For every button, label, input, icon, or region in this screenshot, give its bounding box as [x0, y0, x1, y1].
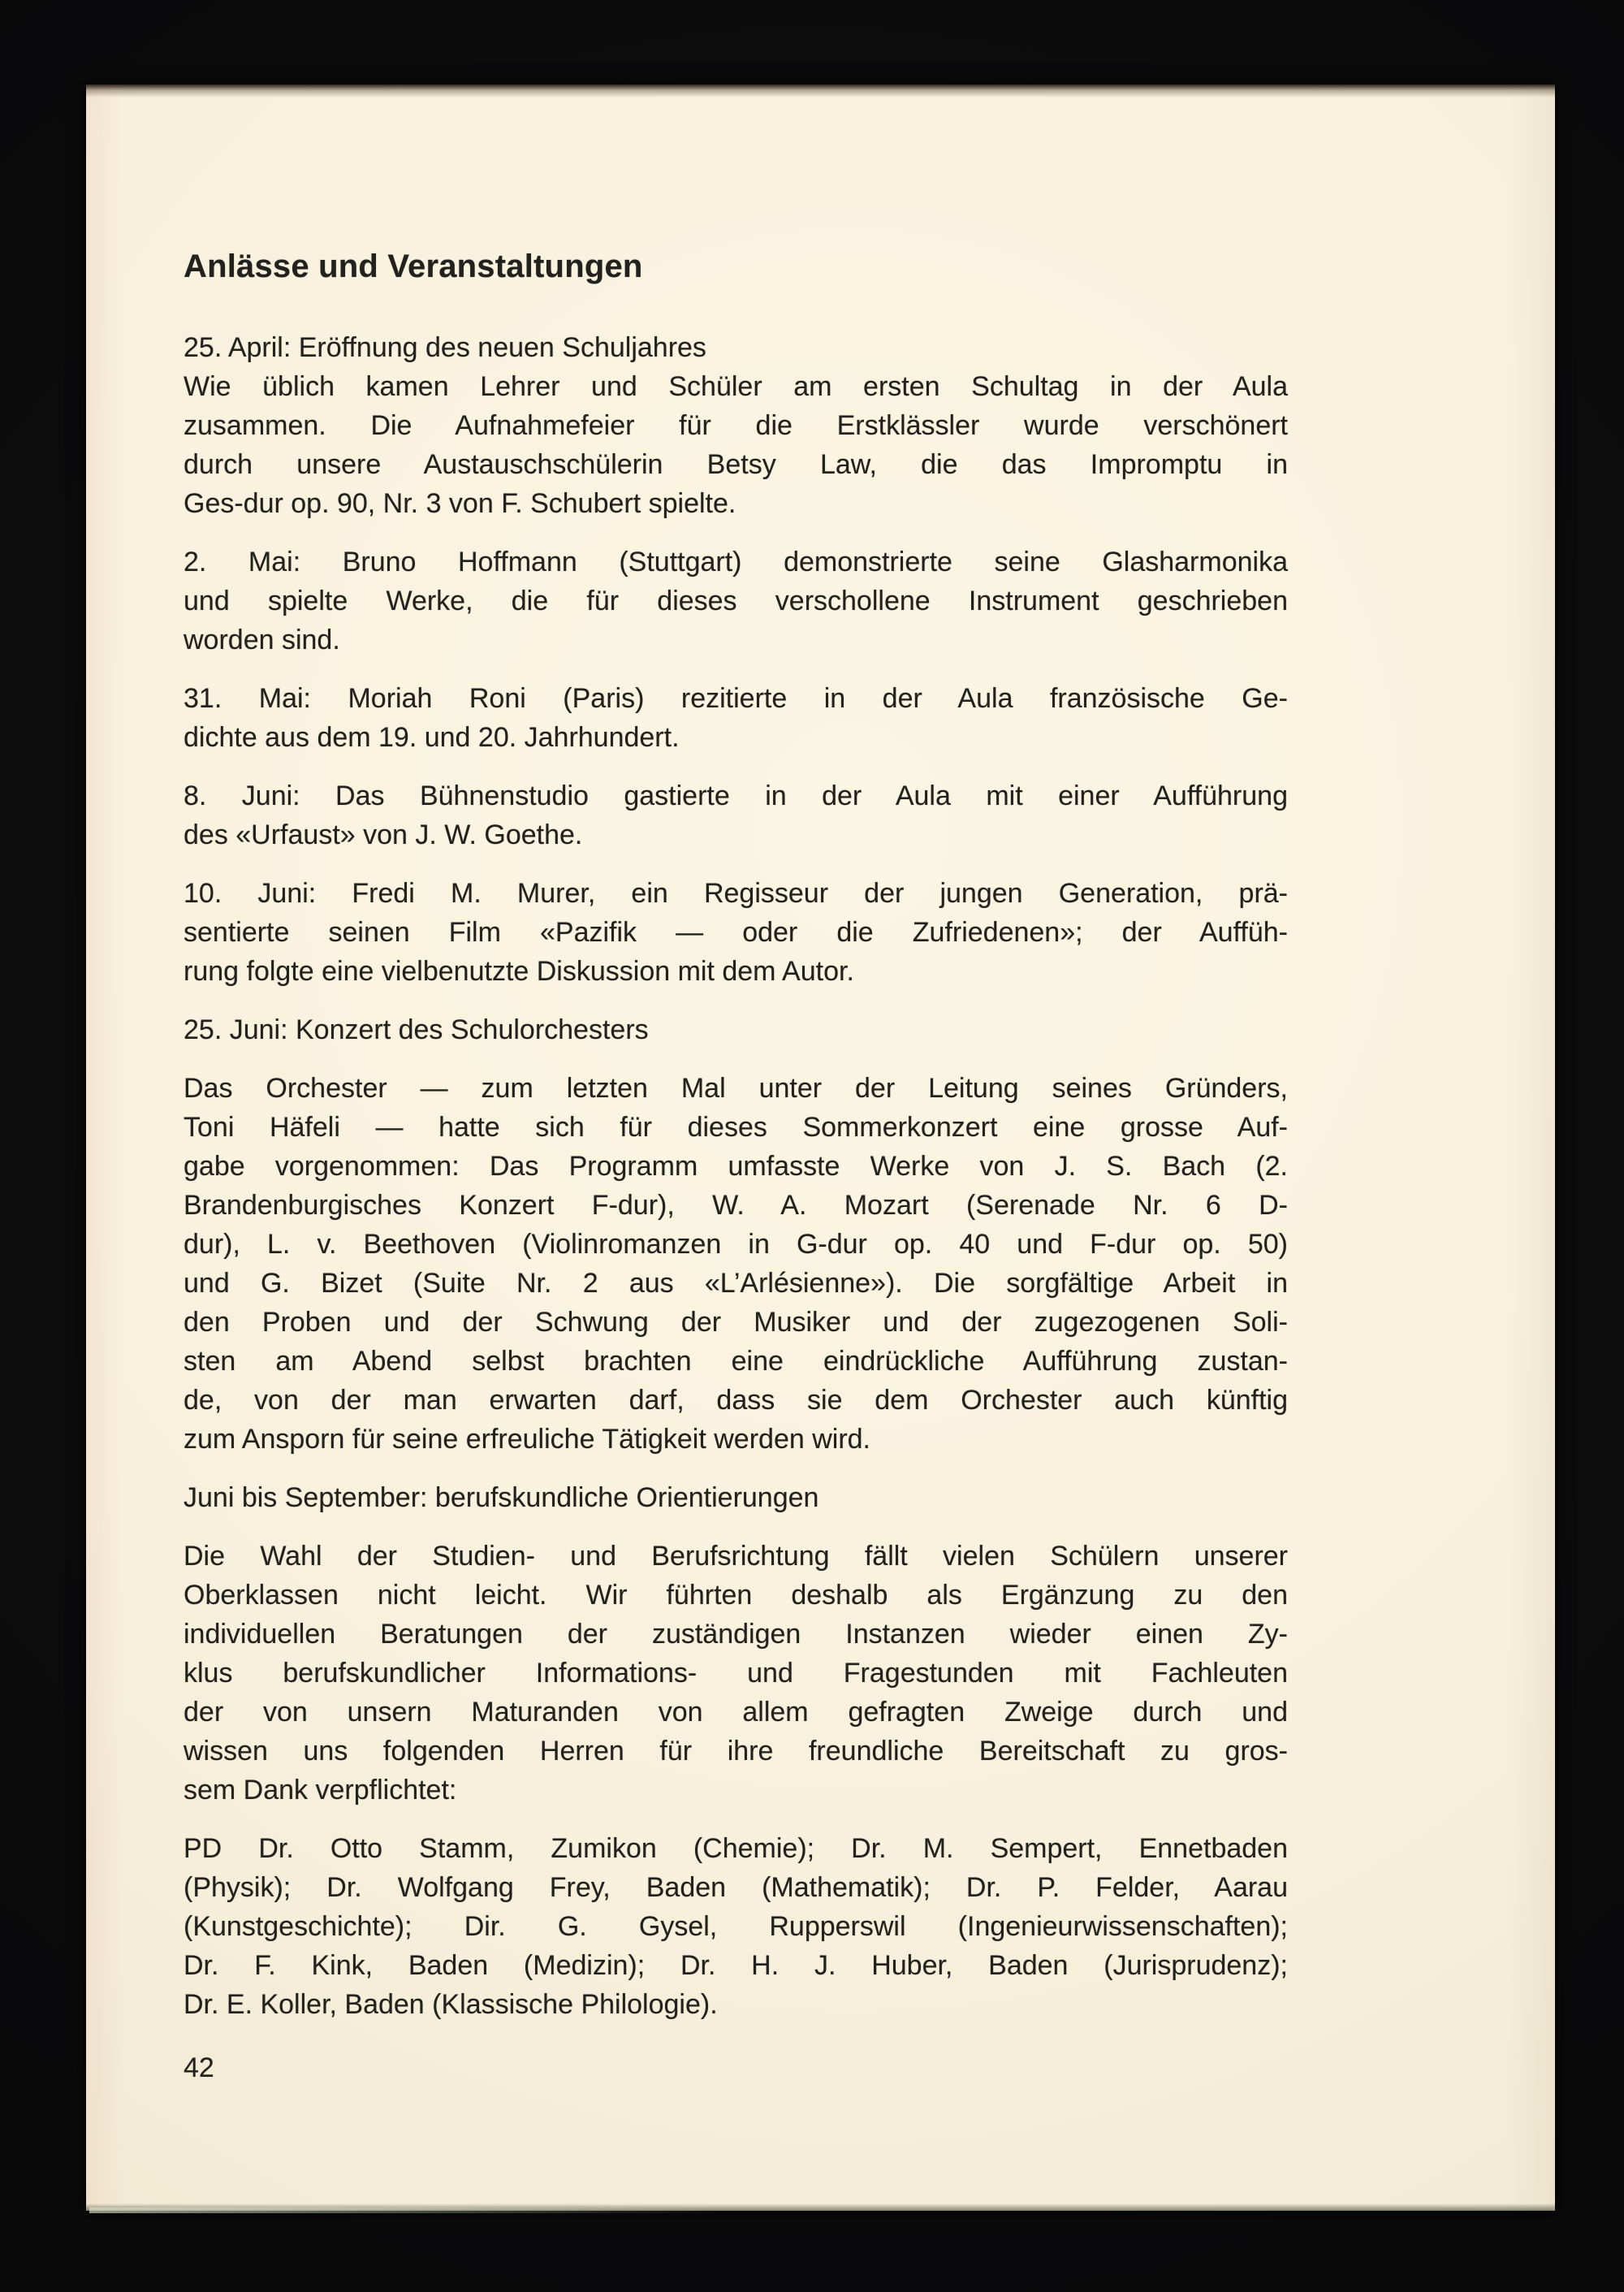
paragraphs [184, 328, 1288, 2024]
text-line: den Proben und der Schwung der Musiker und der zugezogenen Soli- [184, 1307, 1288, 1338]
text-line: 31. Mai: Moriah Roni (Paris) rezitierte in der Aula französische Ge- [184, 683, 1288, 714]
text-line: der von unsern Maturanden von allem gefragten Zweige durch und [184, 1697, 1288, 1728]
text-line: 8. Juni: Das Bühnenstudio gastierte in der Aula mit einer Aufführung [184, 781, 1288, 811]
text-line: sem Dank verpflichtet: [184, 1775, 457, 1805]
text-line: des «Urfaust» von J. W. Goethe. [184, 819, 583, 850]
text-line: klus berufskundlicher Informations- und Fragestunden mit Fachleuten [184, 1658, 1288, 1689]
paragraph [184, 1069, 1288, 1459]
text-line: Brandenburgisches Konzert F-dur), W. A. Mozart (Serenade Nr. 6 D- [184, 1190, 1288, 1221]
text-line: zusammen. Die Aufnahmefeier für die Erstklässler wurde verschönert [184, 410, 1288, 441]
text-line: 25. April: Eröffnung des neuen Schuljahres [184, 332, 706, 363]
text-line: individuellen Beratungen der zuständigen Instanzen wieder einen Zy- [184, 1619, 1288, 1650]
paragraph [184, 543, 1288, 659]
text-line: Oberklassen nicht leicht. Wir führten deshalb als Ergänzung zu den [184, 1580, 1288, 1611]
text-line: dur), L. v. Beethoven (Violinromanzen in G-dur op. 40 und F-dur op. 50) [184, 1229, 1288, 1260]
text-line: sten am Abend selbst brachten eine eindrückliche Aufführung zustan- [184, 1346, 1288, 1377]
text-line: Juni bis September: berufskundliche Orientierungen [184, 1482, 819, 1513]
paragraph [184, 679, 1288, 757]
text-line: Dr. E. Koller, Baden (Klassische Philologie). [184, 1989, 718, 2020]
paragraph [184, 874, 1288, 991]
paragraph [184, 1010, 1288, 1049]
text-line: Die Wahl der Studien- und Berufsrichtung fällt vielen Schülern unserer [184, 1541, 1288, 1572]
text-line: de, von der man erwarten darf, dass sie dem Orchester auch künftig [184, 1385, 1288, 1416]
text-line: (Kunstgeschichte); Dir. G. Gysel, Rupperswil (Ingenieurwissenschaften); [184, 1911, 1288, 1942]
text-line: wissen uns folgenden Herren für ihre freundliche Bereitschaft zu gros- [184, 1736, 1288, 1767]
text-line: 2. Mai: Bruno Hoffmann (Stuttgart) demonstrierte seine Glasharmonika [184, 547, 1288, 577]
paragraph [184, 328, 1288, 523]
text-line: und G. Bizet (Suite Nr. 2 aus «L’Arlésienne»). Die sorgfältige Arbeit in [184, 1268, 1288, 1299]
text-line: Toni Häfeli — hatte sich für dieses Sommerkonzert eine grosse Auf- [184, 1112, 1288, 1143]
text-line: 10. Juni: Fredi M. Murer, ein Regisseur der jungen Generation, prä- [184, 878, 1288, 909]
text-line: Das Orchester — zum letzten Mal unter der Leitung seines Gründers, [184, 1073, 1288, 1104]
paragraph [184, 1537, 1288, 1810]
text-line: und spielte Werke, die für dieses verschollene Instrument geschrieben [184, 586, 1288, 616]
paragraph [184, 1829, 1288, 2024]
text-line: worden sind. [184, 625, 340, 655]
text-line: 25. Juni: Konzert des Schulorchesters [184, 1014, 649, 1045]
text-line: dichte aus dem 19. und 20. Jahrhundert. [184, 722, 680, 753]
paragraph [184, 776, 1288, 854]
page-content [184, 247, 1288, 2087]
text-line: Ges-dur op. 90, Nr. 3 von F. Schubert spielte. [184, 488, 736, 519]
text-line: zum Ansporn für seine erfreuliche Tätigkeit werden wird. [184, 1424, 870, 1455]
text-line: PD Dr. Otto Stamm, Zumikon (Chemie); Dr. M. Sempert, Ennetbaden [184, 1833, 1288, 1864]
text-line: gabe vorgenommen: Das Programm umfasste Werke von J. S. Bach (2. [184, 1151, 1288, 1182]
text-line: Dr. F. Kink, Baden (Medizin); Dr. H. J. Huber, Baden (Jurisprudenz); [184, 1950, 1288, 1981]
text-line: durch unsere Austauschschülerin Betsy Law, die das Impromptu in [184, 449, 1288, 480]
paragraph [184, 1478, 1288, 1517]
text-line: rung folgte eine vielbenutzte Diskussion mit dem Autor. [184, 956, 854, 987]
text-line: sentierte seinen Film «Pazifik — oder die Zufriedenen»; der Auffüh- [184, 917, 1288, 948]
text-line: Wie üblich kamen Lehrer und Schüler am ersten Schultag in der Aula [184, 371, 1288, 402]
text-line: (Physik); Dr. Wolfgang Frey, Baden (Mathematik); Dr. P. Felder, Aarau [184, 1872, 1288, 1903]
page-title: Anlässe und Veranstaltungen [184, 249, 643, 284]
page-number: 42 [184, 2052, 214, 2083]
book-page [86, 84, 1555, 2211]
page-bottom-edge-highlight [89, 2208, 723, 2213]
